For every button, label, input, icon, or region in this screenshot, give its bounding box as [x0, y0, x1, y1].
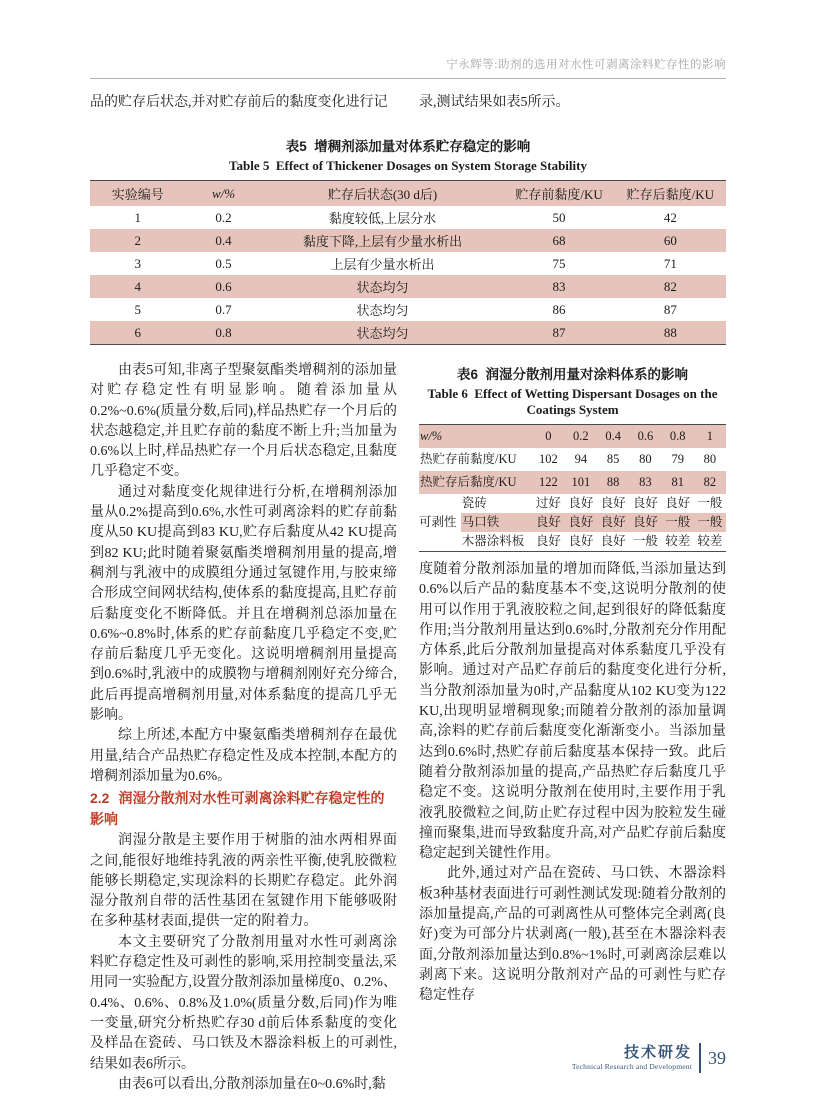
table6-cell: 81	[671, 475, 684, 489]
table5-cell: 3	[134, 255, 141, 271]
table5-col-header: 贮存前黏度/KU	[515, 187, 603, 202]
table5-cell: 42	[663, 209, 677, 225]
table6-cell: 一般	[632, 534, 658, 548]
table6-substrate: 瓷砖	[461, 496, 487, 510]
page-footer	[572, 1043, 726, 1073]
table5-cell: 87	[552, 324, 566, 340]
table6-row	[419, 448, 726, 471]
table5-col-header: 贮存后状态(30 d后)	[327, 187, 438, 202]
body-paragraph: 由表6可以看出,分散剂添加量在0~0.6%时,黏	[118, 1076, 386, 1092]
table6-dosage: 0.2	[573, 429, 589, 443]
table6-cell: 良好	[532, 513, 564, 532]
table5-row	[90, 298, 726, 321]
table5-cell: 上层有少量水析出	[330, 257, 435, 272]
table6-cell: 良好	[535, 534, 561, 548]
table5-cell: 1	[134, 209, 141, 225]
table6-cell: 良好	[568, 534, 594, 548]
table5-cell: 0.7	[215, 301, 232, 317]
table5-row	[90, 252, 726, 275]
table5-col-header: 贮存后黏度/KU	[626, 187, 715, 202]
table6-cell: 94	[574, 452, 588, 466]
table6-cell: 82	[703, 475, 717, 489]
table5-cell: 2	[134, 232, 141, 248]
table5-cell: 75	[552, 255, 566, 271]
table6-row-label: 热贮存前黏度/KU	[420, 452, 517, 466]
table6-dosage: 0.6	[637, 429, 654, 443]
table5-cell: 60	[663, 232, 677, 248]
table6-header-row	[419, 425, 726, 449]
table6-cell: 良好	[665, 496, 691, 510]
table6-cell: 良好	[568, 496, 594, 510]
table5-header-row	[90, 181, 726, 207]
table5-col-header: w/%	[211, 185, 236, 201]
table6-wpct-header: w/%	[420, 429, 443, 443]
table5-cell: 87	[663, 301, 677, 317]
table5-cell: 黏度较低,上层分水	[328, 211, 437, 226]
table6-cell: 79	[671, 452, 684, 466]
body-paragraph: 度随着分散剂添加量的增加而降低,当添加量达到0.6%以后产品的黏度基本不变,这说明分散剂的使用可以作用于乳液胶粒之间,起到很好的降低黏度作用;当分散剂用量达到0.6%时,分散剂充分作用配方体系,此后分散剂加量提高对体系黏度几乎没有影响。通过对产品贮存前后的黏度变化进行分析,当分散剂添加量为0时,产品黏度从102 KU变为122 KU,出现明显增稠现象;而随着分散剂的添加量调高,涂料的贮存前后黏度变化渐渐变小。当添加量达到0.6%时,热贮存前后黏度基本保持一致。此后随着分散剂添加量的提高,产品热贮存后黏度几乎稳定不变。这说明分散剂在使用时,主要作用于乳液乳胶微粒之间,防止贮存过程中因为胶粒发生碰撞而聚集,进而导致黏度升高,对产品贮存前后黏度稳定起到关键性作用。	[419, 562, 726, 862]
table6-cell: 较差	[697, 534, 723, 548]
body-columns	[90, 361, 726, 1095]
table6-cell: 良好	[632, 496, 658, 510]
table5-cell: 状态均匀	[356, 303, 409, 318]
table5-row	[90, 206, 726, 229]
table5-title-en: Table 5 Effect of Thickener Dosages on System Storage Stability	[229, 158, 587, 173]
table6-cell: 良好	[597, 513, 629, 532]
table5-cell: 5	[134, 301, 141, 317]
table6-cell: 102	[539, 452, 558, 466]
table6-dosage: 1	[706, 429, 714, 443]
intro-row	[90, 93, 726, 113]
body-paragraph: 综上所述,本配方中聚氨酯类增稠剂存在最优用量,结合产品热贮存稳定性及成本控制,本配方的增稠剂添加量为0.6%。	[90, 728, 397, 784]
body-paragraph: 本文主要研究了分散剂用量对水性可剥离涂料贮存稳定性及可剥性的影响,采用控制变量法,采用同一实验配方,设置分散剂添加量梯度0、0.2%、0.4%、0.6%、0.8%及1.0%(质量分数,后同)作为唯一变量,研究分析热贮存30 d前后体系黏度的变化及样品在瓷砖、马口铁及木器涂料板上的可剥性,结果如表6所示。	[90, 934, 397, 1072]
table6-block	[419, 363, 726, 552]
table5-row	[90, 229, 726, 252]
table6-cell: 88	[606, 475, 620, 489]
page-number: 39	[708, 1047, 726, 1068]
table6-peel-label: 可剥性	[419, 494, 461, 552]
intro-left: 品的贮存后状态,并对贮存前后的黏度变化进行记	[90, 95, 388, 110]
table5-title-zh: 表5 增稠剂添加量对体系贮存稳定的影响	[285, 139, 531, 154]
table6	[419, 424, 726, 552]
table6-dosage: 0	[545, 429, 552, 443]
table6-cell: 101	[571, 475, 591, 489]
header-rule	[90, 78, 726, 79]
table6-cell: 一般	[662, 513, 694, 532]
table6-cell: 过好	[535, 496, 561, 510]
table5-row	[90, 321, 726, 345]
intro-right: 录,测试结果如表5所示。	[419, 95, 570, 110]
table5-cell: 状态均匀	[356, 280, 409, 295]
table6-cell: 85	[606, 452, 620, 466]
table6-cell: 122	[539, 475, 558, 489]
table5-cell: 71	[663, 255, 677, 271]
table6-cell: 良好	[600, 534, 626, 548]
footer-section-en: Technical Research and Development	[571, 1062, 692, 1072]
table6-cell: 较差	[665, 534, 691, 548]
table6-peel-row	[419, 513, 726, 532]
table5-cell: 6	[134, 324, 141, 340]
table6-substrate: 马口铁	[461, 513, 532, 532]
table5-cell: 83	[552, 278, 566, 294]
table5-cell: 82	[663, 278, 677, 294]
table6-cell: 80	[639, 452, 652, 466]
table5-cell: 68	[552, 232, 566, 248]
table5-cell: 0.2	[215, 209, 232, 225]
right-column	[419, 361, 726, 1095]
table6-peel-row	[419, 532, 726, 552]
running-title: 宁永辉等:助剂的选用对水性可剥离涂料贮存性的影响	[446, 59, 726, 71]
body-paragraph: 润湿分散是主要作用于树脂的油水两相界面之间,能很好地维持乳液的两亲性平衡,使乳胶微粒能够长期稳定,实现涂料的长期贮存稳定。此外润湿分散剂自带的活性基团在氢键作用下能够吸附在多种基材表面,提供一定的附着力。	[90, 833, 397, 930]
table5-cell: 状态均匀	[356, 326, 409, 341]
footer-section-labels	[572, 1045, 692, 1071]
body-paragraph: 此外,通过对产品在瓷砖、马口铁、木器涂料板3种基材表面进行可剥性测试发现:随着分散剂的添加量提高,产品的可剥离性从可整体完全剥离(良好)变为可部分片状剥离(一般),甚至在木器涂料表面,分散剂添加量达到0.8%~1%时,可剥离涂层难以剥离下来。这说明分散剂对产品的可剥性与贮存稳定性存	[419, 866, 726, 1004]
table6-cell: 良好	[565, 513, 597, 532]
table5	[90, 180, 726, 345]
table6-cell: 良好	[629, 513, 661, 532]
left-column	[90, 361, 397, 1095]
table6-substrate: 木器涂料板	[461, 534, 525, 548]
table6-cell: 83	[639, 475, 652, 489]
table5-cell: 黏度下降,上层有少量水析出	[302, 234, 463, 249]
table6-dosage: 0.8	[669, 429, 686, 443]
table6-cell: 一般	[694, 513, 726, 532]
table6-title-en: Table 6 Effect of Wetting Dispersant Dosages on the Coatings System	[427, 386, 721, 417]
table5-cell: 50	[552, 209, 566, 225]
section-title: 润湿分散剂对水性可剥离涂料贮存稳定性的影响	[90, 790, 385, 828]
footer-section-zh: 技术研发	[623, 1044, 692, 1062]
footer-divider	[699, 1043, 701, 1073]
table6-cell: 80	[703, 452, 717, 466]
section-heading	[90, 788, 397, 830]
table5-block	[90, 135, 726, 345]
table6-title-zh: 表6 润湿分散剂用量对涂料体系的影响	[456, 367, 688, 382]
table6-row-label: 热贮存后黏度/KU	[420, 475, 517, 489]
table5-cell: 0.8	[215, 324, 232, 340]
table5-cell: 0.4	[215, 232, 232, 248]
body-paragraph: 通过对黏度变化规律进行分析,在增稠剂添加量从0.2%提高到0.6%,水性可剥离涂料的贮存前黏度从50 KU提高到83 KU,贮存后黏度从42 KU提高到82 KU;此时随着聚氨酯类增稠剂用量的提高,增稠剂与乳液中的成膜组分通过氢键作用,与胶束缔合形成空间网状结构,使体系的黏度提高,且贮存前后黏度变化不断降低。并且在增稠剂总添加量在0.6%~0.8%时,体系的贮存前黏度几乎稳定不变,贮存前后黏度几乎无变化。这说明增稠剂用量提高到0.6%时,乳液中的成膜物与增稠剂刚好充分缔合,此后再提高增稠剂用量,对体系黏度的提高几乎无影响。	[90, 484, 397, 724]
table5-cell: 86	[552, 301, 566, 317]
table6-peel-row	[419, 494, 726, 513]
table5-col-header: 实验编号	[111, 187, 164, 202]
table6-dosage: 0.4	[605, 429, 621, 443]
table5-row	[90, 275, 726, 298]
table5-cell: 88	[663, 324, 677, 340]
table5-cell: 4	[134, 278, 141, 294]
section-number: 2.2	[90, 790, 110, 807]
table6-cell: 良好	[600, 496, 626, 510]
table5-cell: 0.5	[215, 255, 232, 271]
table6-cell: 一般	[697, 496, 723, 510]
body-paragraph: 由表5可知,非离子型聚氨酯类增稠剂的添加量对贮存稳定性有明显影响。随着添加量从0.2%~0.6%(质量分数,后同),样品热贮存一个月后的状态越稳定,并且贮存前的黏度不断上升;当加量为0.6%以上时,样品热贮存一个月后状态稳定,且黏度几乎稳定不变。	[90, 363, 397, 480]
table6-row	[419, 471, 726, 494]
table5-cell: 0.6	[215, 278, 232, 294]
